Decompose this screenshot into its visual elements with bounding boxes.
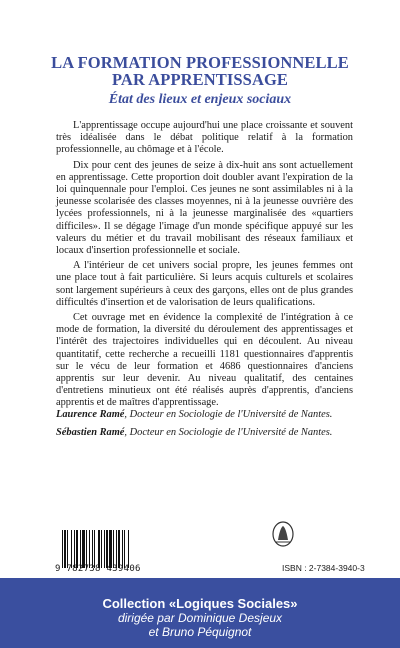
title-line-2: PAR APPRENTISSAGE (111, 70, 289, 89)
book-title (0, 54, 400, 88)
author-role: , Docteur en Sociologie de l'Université de Nantes. (124, 409, 333, 420)
publisher-logo-icon (270, 520, 296, 550)
blurb-paragraph: Dix pour cent des jeunes de seize à dix-huit ans sont actuellement en apprentissage. Cette proportion doit doubler avant l'expiration de la loi quinquennale pour l'emploi. Ces jeunes ne sont assimilables ni à la jeunesse scolarisée des classes moyennes, ni à la jeunesse ouvrière des lycées professionnels, ni à la jeunesse marginalisée des «quartiers difficiles». Il se dégage l'image d'un monde spécifique appuyé sur les valeurs du métier et du travail mobilisant des réseaux familiaux et locaux d'insertion professionnelle et sociale. (56, 159, 353, 257)
title-line-1: LA FORMATION PROFESSIONNELLE (51, 53, 349, 72)
collection-name: Collection «Logiques Sociales» (102, 596, 298, 611)
collection-editor-1: dirigée par Dominique Desjeux (117, 611, 283, 625)
blurb (56, 120, 353, 413)
collection-info (0, 596, 400, 639)
author-bios (56, 409, 356, 444)
book-subtitle: État des lieux et enjeux sociaux (108, 92, 292, 107)
blurb-paragraph: L'apprentissage occupe aujourd'hui une place croissante et souvent très idéalisée dans le débat politique relatif à la formation professionnelle, au chômage et à l'école. (56, 120, 353, 156)
blurb-paragraph: A l'intérieur de cet univers social propre, les jeunes femmes ont une place tout à fait particulière. Si leurs acquis culturels et scolaires sont largement supérieurs à ceux des garçons, elles ont de plus grandes difficultés d'insertion et de valorisation de leurs qualifications. (56, 260, 353, 308)
author-bio (56, 409, 356, 422)
author-bio (56, 427, 356, 440)
author-name: Sébastien Ramé (56, 426, 125, 438)
barcode-number: 9 782738 439406 (55, 564, 141, 574)
author-name: Laurence Ramé (56, 409, 125, 420)
blurb-paragraph: Cet ouvrage met en évidence la complexité de l'intégration à ce mode de formation, la diversité du déroulement des apprentissages et l'intérêt des trajectoires individuelles qui en découlent. Au niveau quantitatif, cette recherche a recueilli 1181 questionnaires d'apprentis sur le vécu de leur formation et 4686 questionnaires d'anciens apprentis sur leur devenir. Au niveau qualitatif, des centaines d'entretiens minutieux ont été réalisés auprès d'apprentis, d'anciens apprentis et de maîtres d'apprentissage. (56, 312, 353, 409)
collection-editor-2: et Bruno Péquignot (148, 625, 252, 639)
isbn: ISBN : 2-7384-3940-3 (282, 563, 365, 573)
author-role: , Docteur en Sociologie de l'Université de Nantes. (124, 426, 333, 438)
barcode (60, 530, 180, 568)
